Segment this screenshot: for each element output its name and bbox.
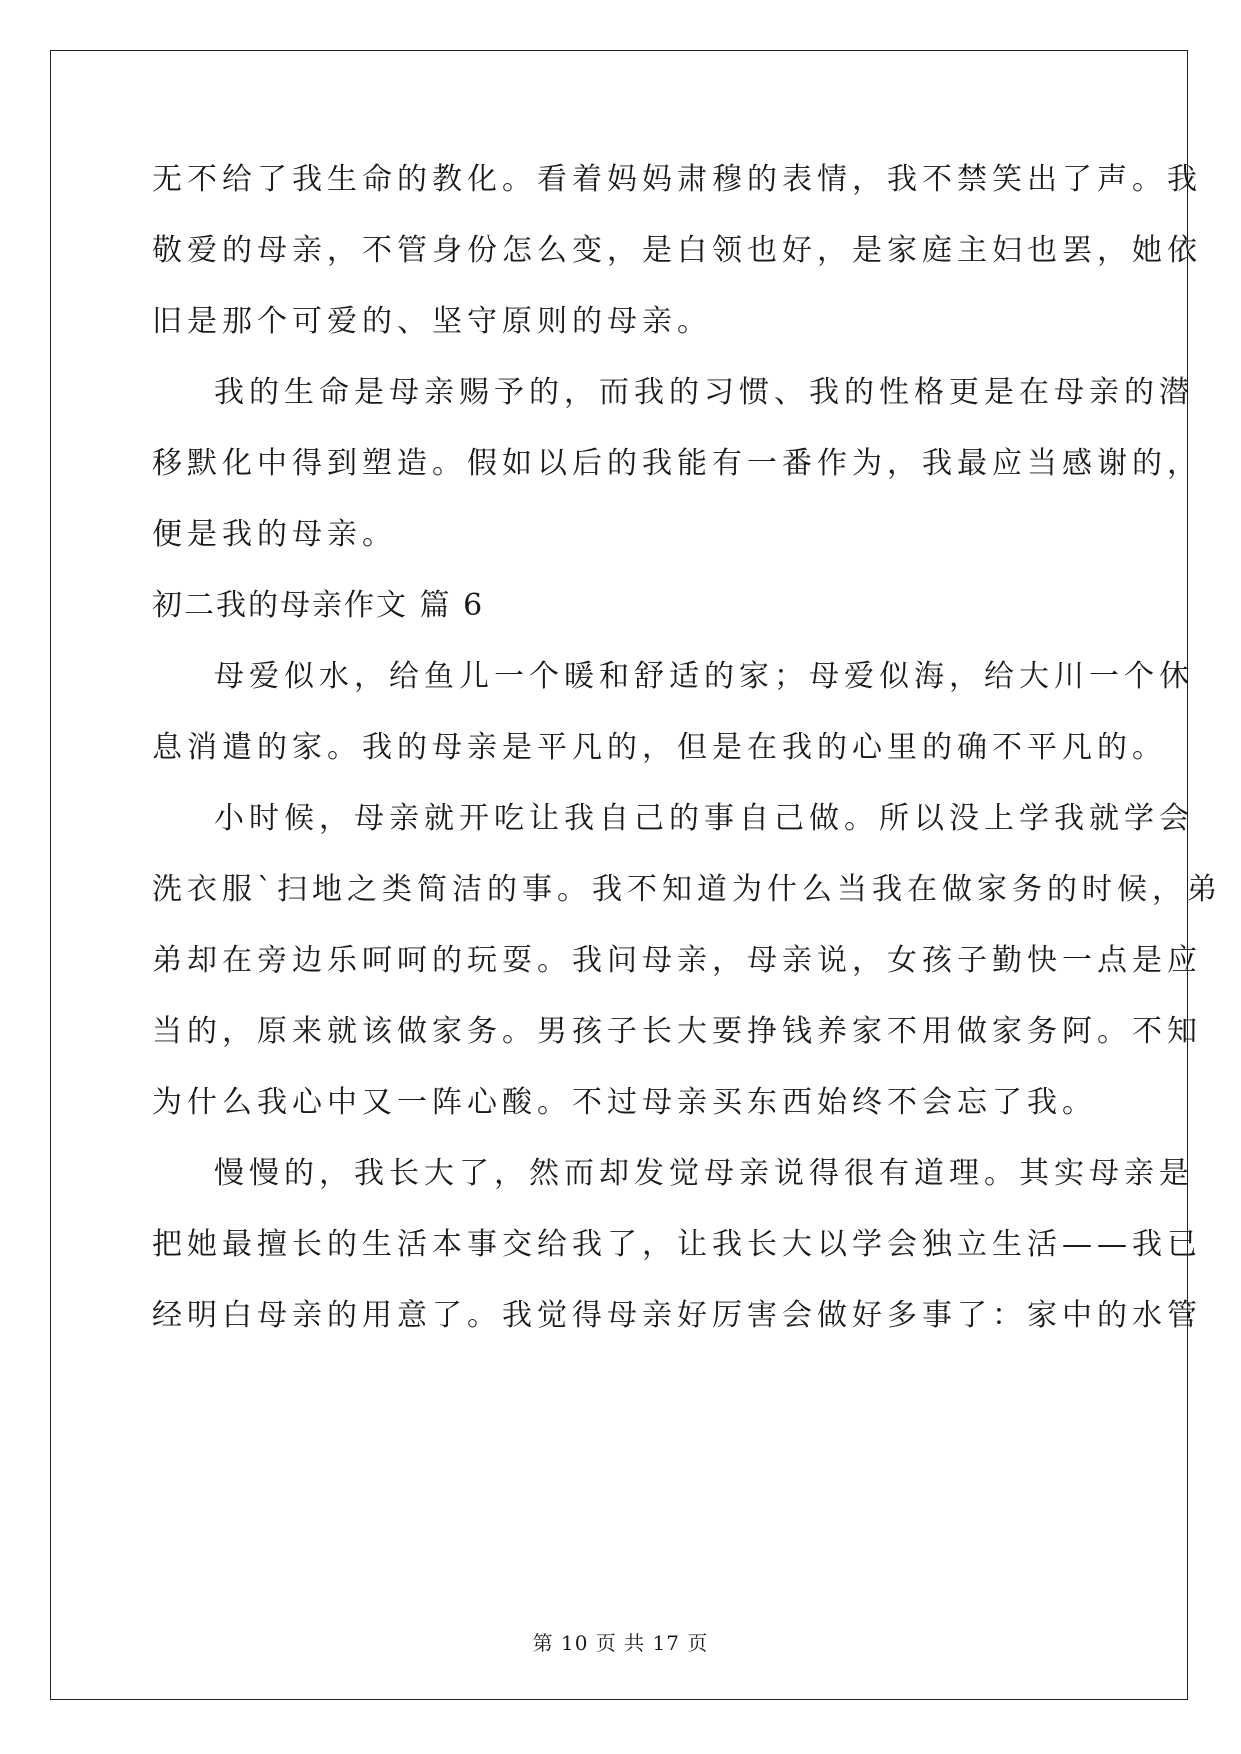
text-line: 把她最擅长的生活本事交给我了，让我长大以学会独立生活——我已: [152, 1227, 1202, 1262]
text-line: 便是我的母亲。: [152, 517, 397, 552]
text-line: 经明白母亲的用意了。我觉得母亲好厉害会做好多事了：家中的水管: [152, 1298, 1202, 1333]
text-line: 弟却在旁边乐呵呵的玩耍。我问母亲，母亲说，女孩子勤快一点是应: [152, 943, 1202, 978]
text-line: 为什么我心中又一阵心酸。不过母亲买东西始终不会忘了我。: [152, 1085, 1097, 1120]
text-line: 慢慢的，我长大了，然而却发觉母亲说得很有道理。其实母亲是: [214, 1156, 1194, 1191]
text-line: 母爱似水，给鱼儿一个暖和舒适的家；母爱似海，给大川一个休: [214, 659, 1194, 694]
text-line: 当的，原来就该做家务。男孩子长大要挣钱养家不用做家务阿。不知: [152, 1014, 1202, 1049]
text-line: 无不给了我生命的教化。看着妈妈肃穆的表情，我不禁笑出了声。我: [152, 162, 1202, 197]
text-line: 旧是那个可爱的、坚守原则的母亲。: [152, 304, 712, 339]
text-line: 小时候，母亲就开吃让我自己的事自己做。所以没上学我就学会: [214, 801, 1194, 836]
section-heading: 初二我的母亲作文 篇 6: [152, 588, 485, 623]
page-number: 第 10 页 共 17 页: [532, 1631, 709, 1655]
text-line: 洗衣服`扫地之类简洁的事。我不知道为什么当我在做家务的时候，弟: [152, 872, 1222, 907]
text-line: 我的生命是母亲赐予的，而我的习惯、我的性格更是在母亲的潜: [214, 375, 1194, 410]
text-line: 敬爱的母亲，不管身份怎么变，是白领也好，是家庭主妇也罢，她依: [152, 233, 1202, 268]
text-line: 息消遣的家。我的母亲是平凡的，但是在我的心里的确不平凡的。: [152, 730, 1167, 765]
text-line: 移默化中得到塑造。假如以后的我能有一番作为，我最应当感谢的，: [152, 446, 1202, 481]
